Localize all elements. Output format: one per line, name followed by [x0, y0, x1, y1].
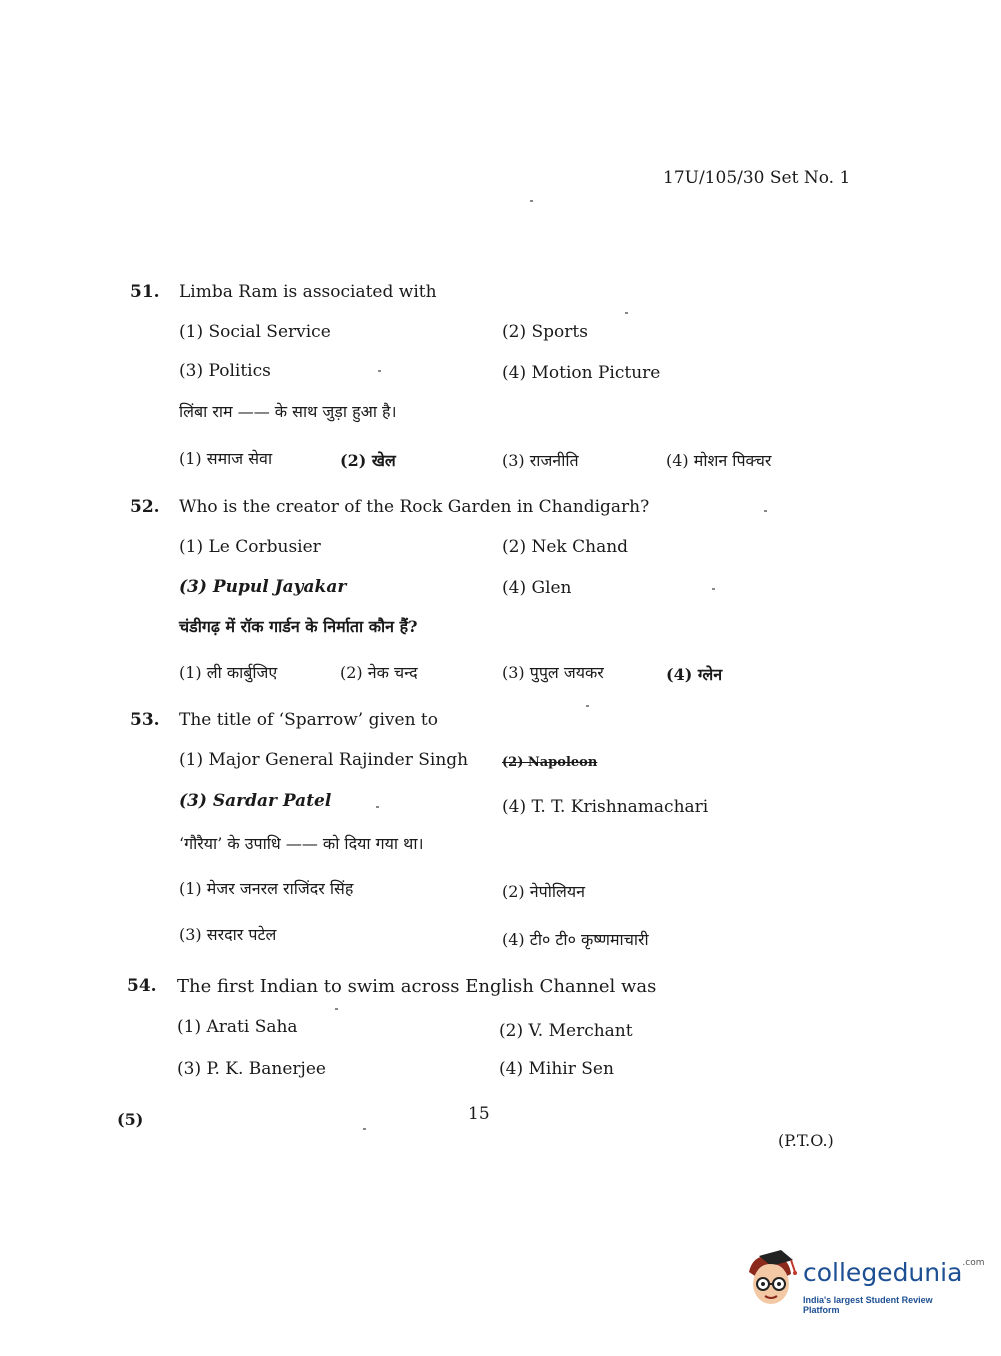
scan-speck	[586, 705, 589, 707]
option: (3) Politics	[179, 361, 271, 381]
mascot-icon	[741, 1250, 799, 1312]
collegedunia-logo	[741, 1250, 985, 1315]
hindi-question-text: चंडीगढ़ में रॉक गार्डन के निर्माता कौन हैं?	[179, 617, 418, 636]
scan-speck	[363, 1128, 366, 1130]
option: (3) P. K. Banerjee	[177, 1059, 326, 1079]
scan-speck	[378, 370, 381, 372]
hindi-option: (3) सरदार पटेल	[179, 925, 277, 944]
hindi-option: (2) नेक चन्द	[340, 663, 418, 682]
question-number: 51.	[130, 282, 160, 302]
question-text: The title of ‘Sparrow’ given to	[179, 710, 439, 730]
hindi-option: (4) टी० टी० कृष्णमाचारी	[502, 930, 649, 949]
question-text: The first Indian to swim across English Channel was	[177, 976, 657, 997]
option: (2) Sports	[502, 322, 588, 342]
hindi-question-text: लिंबा राम —— के साथ जुड़ा हुआ है।	[179, 402, 397, 421]
option: (1) Arati Saha	[177, 1017, 298, 1037]
hindi-option: (1) समाज सेवा	[179, 449, 273, 468]
option: (2) V. Merchant	[499, 1021, 633, 1041]
hindi-question-text: ‘गौरैया’ के उपाधि —— को दिया गया था।	[179, 834, 424, 853]
pto-marker: (P.T.O.)	[778, 1131, 834, 1150]
page-number: 15	[468, 1104, 490, 1124]
option: (2) Napoleon	[502, 755, 598, 770]
option: (4) Glen	[502, 578, 572, 598]
scan-speck	[764, 510, 767, 512]
hindi-option: (3) राजनीति	[502, 451, 579, 470]
option: (4) Motion Picture	[502, 363, 661, 383]
scan-speck	[376, 806, 379, 808]
option: (4) T. T. Krishnamachari	[502, 797, 709, 817]
option: (1) Le Corbusier	[179, 537, 321, 557]
question-number: 53.	[130, 710, 160, 730]
hindi-option: (4) मोशन पिक्चर	[666, 451, 772, 470]
question-number: 52.	[130, 497, 160, 517]
option: (4) Mihir Sen	[499, 1059, 614, 1079]
question-text: Limba Ram is associated with	[179, 282, 437, 302]
hindi-option: (3) पुपुल जयकर	[502, 663, 604, 682]
hindi-option: (4) ग्लेन	[666, 665, 723, 684]
hindi-option: (2) नेपोलियन	[502, 882, 586, 901]
option: (3) Pupul Jayakar	[179, 577, 347, 597]
scan-speck	[625, 312, 628, 314]
question-number: 54.	[127, 976, 157, 996]
logo-tagline: India's largest Student Review Platform	[803, 1295, 933, 1315]
scan-speck	[712, 588, 715, 590]
scan-speck	[530, 200, 533, 202]
hindi-option: (1) ली कार्बुजिए	[179, 663, 278, 682]
set-code: 17U/105/30 Set No. 1	[663, 168, 851, 188]
option: (3) Sardar Patel	[179, 791, 332, 811]
question-text: Who is the creator of the Rock Garden in Chandigarh?	[179, 497, 650, 517]
footer-section-marker: (5)	[117, 1110, 144, 1129]
option: (1) Social Service	[179, 322, 331, 342]
scan-speck	[335, 1008, 338, 1010]
option: (1) Major General Rajinder Singh	[179, 750, 469, 770]
hindi-option: (1) मेजर जनरल राजिंदर सिंह	[179, 879, 354, 898]
logo-wordmark: collegedunia$^{.com}$	[803, 1258, 985, 1287]
option: (2) Nek Chand	[502, 537, 629, 557]
hindi-option: (2) खेल	[340, 451, 396, 470]
